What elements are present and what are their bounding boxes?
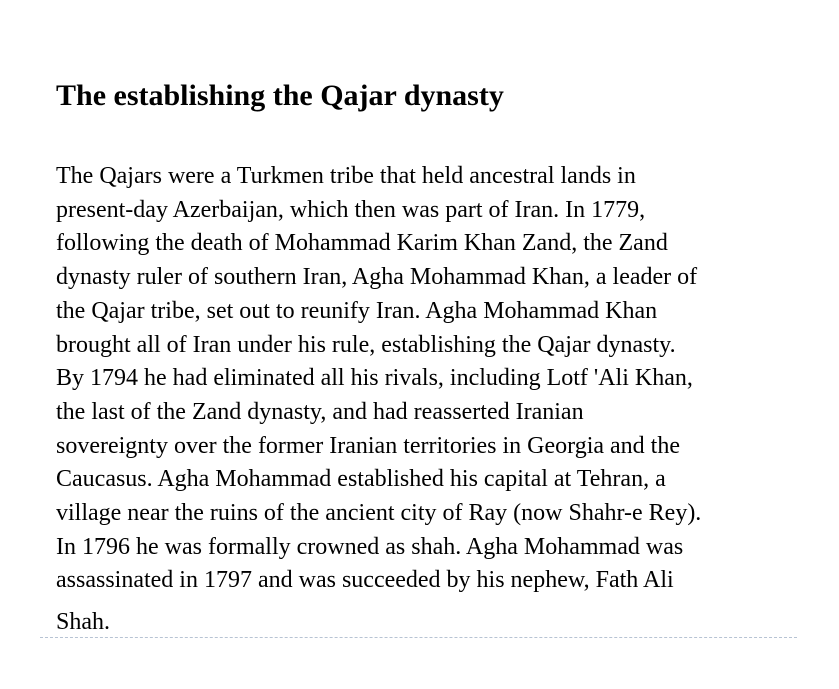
body-line: By 1794 he had eliminated all his rivals, including Lotf 'Ali Khan, (56, 365, 693, 392)
body-line: the Qajar tribe, set out to reunify Iran. Agha Mohammad Khan (56, 297, 658, 324)
slide-body (56, 160, 831, 640)
body-line: dynasty ruler of southern Iran, Agha Mohammad Khan, a leader of (56, 264, 698, 291)
body-line: present-day Azerbaijan, which then was part of Iran. In 1779, (56, 196, 646, 223)
slide-title: The establishing the Qajar dynasty (56, 79, 504, 112)
body-line: The Qajars were a Turkmen tribe that held ancestral lands in (56, 163, 636, 189)
body-line: sovereignty over the former Iranian territories in Georgia and the (56, 432, 680, 459)
body-line: following the death of Mohammad Karim Khan Zand, the Zand (56, 230, 668, 257)
footer-divider (40, 637, 797, 638)
body-line: assassinated in 1797 and was succeeded by his nephew, Fath Ali (56, 567, 674, 594)
body-line: brought all of Iran under his rule, establishing the Qajar dynasty. (56, 331, 676, 358)
body-line: the last of the Zand dynasty, and had reasserted Iranian (56, 398, 584, 425)
body-line: village near the ruins of the ancient city of Ray (now Shahr-e Rey). (56, 500, 702, 527)
body-line: Shah. (56, 609, 110, 636)
body-line: In 1796 he was formally crowned as shah. Agha Mohammad was (56, 533, 684, 560)
body-line: Caucasus. Agha Mohammad established his capital at Tehran, a (56, 466, 666, 493)
